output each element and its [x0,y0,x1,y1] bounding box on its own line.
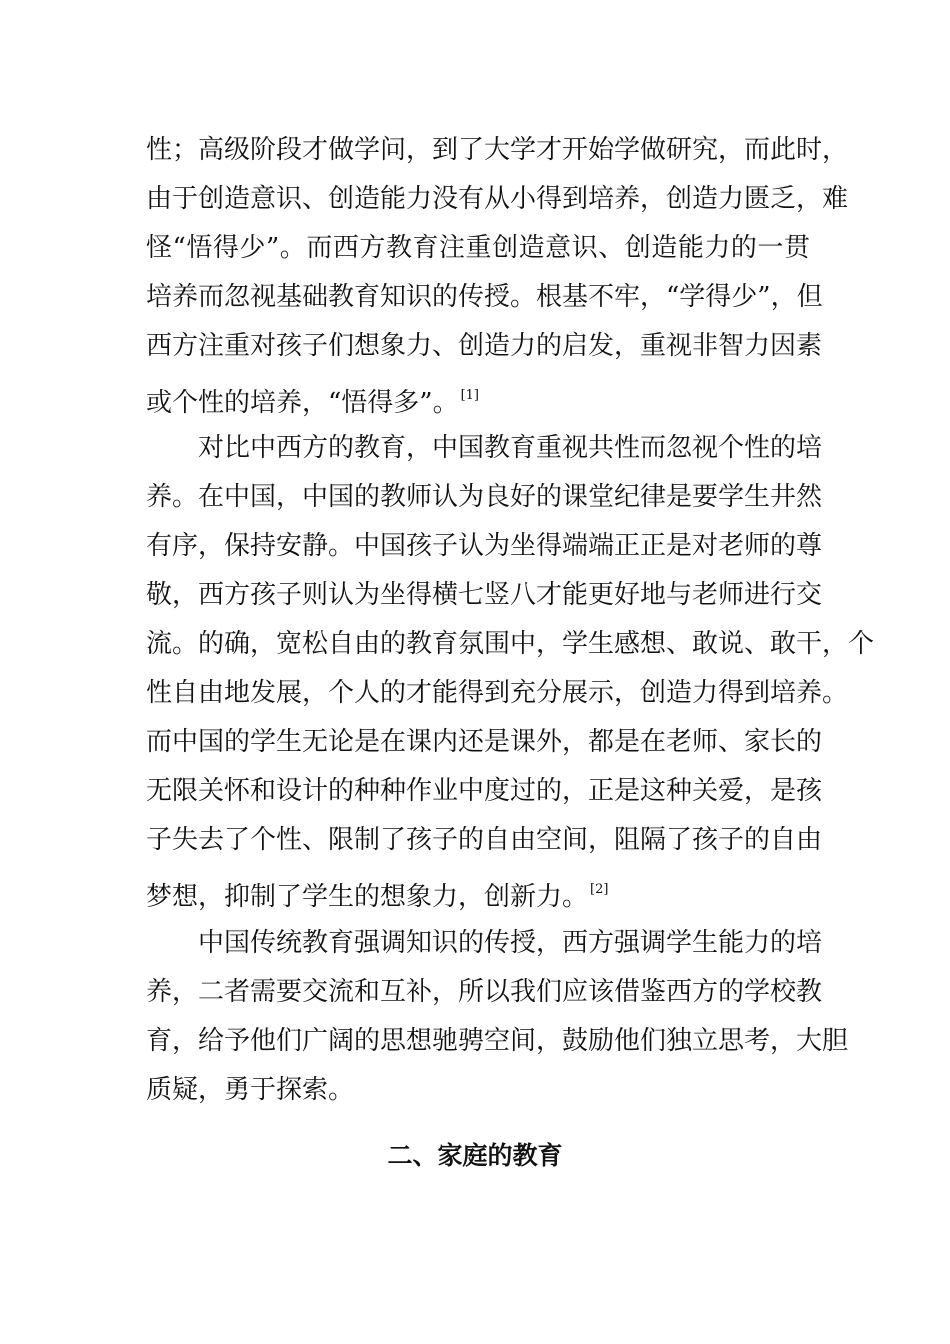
paragraph-line: 敬，西方孩子则认为坐得横七竖八才能更好地与老师进行交 [146,580,823,610]
paragraph-line: 有序，保持安静。中国孩子认为坐得端端正正是对老师的尊 [146,531,823,561]
paragraph-last-line [146,371,810,420]
paragraph-line: 无限关怀和设计的种种作业中度过的，正是这种关爱，是孩 [146,776,823,806]
paragraph-line: 而中国的学生无论是在课内还是课外，都是在老师、家长的 [146,727,823,757]
paragraph-line: 怪“悟得少”。而西方教育注重创造意识、创造能力的一贯 [146,233,810,263]
paragraph-line: 流。的确，宽松自由的教育氛围中，学生感想、敢说、敢干，个 [146,629,875,659]
paragraph-line: 性自由地发展，个人的才能得到充分展示，创造力得到培养。 [146,678,849,708]
citation-marker: [2] [590,882,609,897]
paragraph-line: 子失去了个性、限制了孩子的自由空间，阻隔了孩子的自由 [146,825,823,855]
paragraph-1 [146,126,849,420]
paragraph-3 [146,919,849,1115]
paragraph-line: 育，给予他们广阔的思想驰骋空间，鼓励他们独立思考，大胆 [146,1026,849,1056]
citation-marker: [1] [460,388,480,403]
paragraph-line: 养。在中国，中国的教师认为良好的课堂纪律是要学生井然 [146,482,823,512]
paragraph-line: 养，二者需要交流和互补，所以我们应该借鉴西方的学校教 [146,977,823,1007]
paragraph-last-line: 质疑，勇于探索。 [146,1075,355,1105]
paragraph-first-line: 中国传统教育强调知识的传授，西方强调学生能力的培 [198,928,823,958]
paragraph-line: 西方注重对孩子们想象力、创造力的启发，重视非智力因素 [146,331,823,361]
paragraph-line: 由于创造意识、创造能力没有从小得到培养，创造力匮乏，难 [146,184,849,214]
paragraph-line: 性；高级阶段才做学问，到了大学才开始学做研究，而此时， [146,135,849,165]
paragraph-line: 培养而忽视基础教育知识的传授。根基不牢，“学得少”，但 [146,282,823,312]
paragraph-first-line: 对比中西方的教育，中国教育重视共性而忽视个性的培 [198,433,823,463]
paragraph-line-text: 或个性的培养，“悟得多”。 [146,388,459,418]
paragraph-last-line [146,865,810,914]
paragraph-line-text: 梦想，抑制了学生的想象力，创新力。 [146,882,589,912]
paragraph-2 [146,424,875,914]
section-heading: 二、家庭的教育 [387,1141,563,1170]
